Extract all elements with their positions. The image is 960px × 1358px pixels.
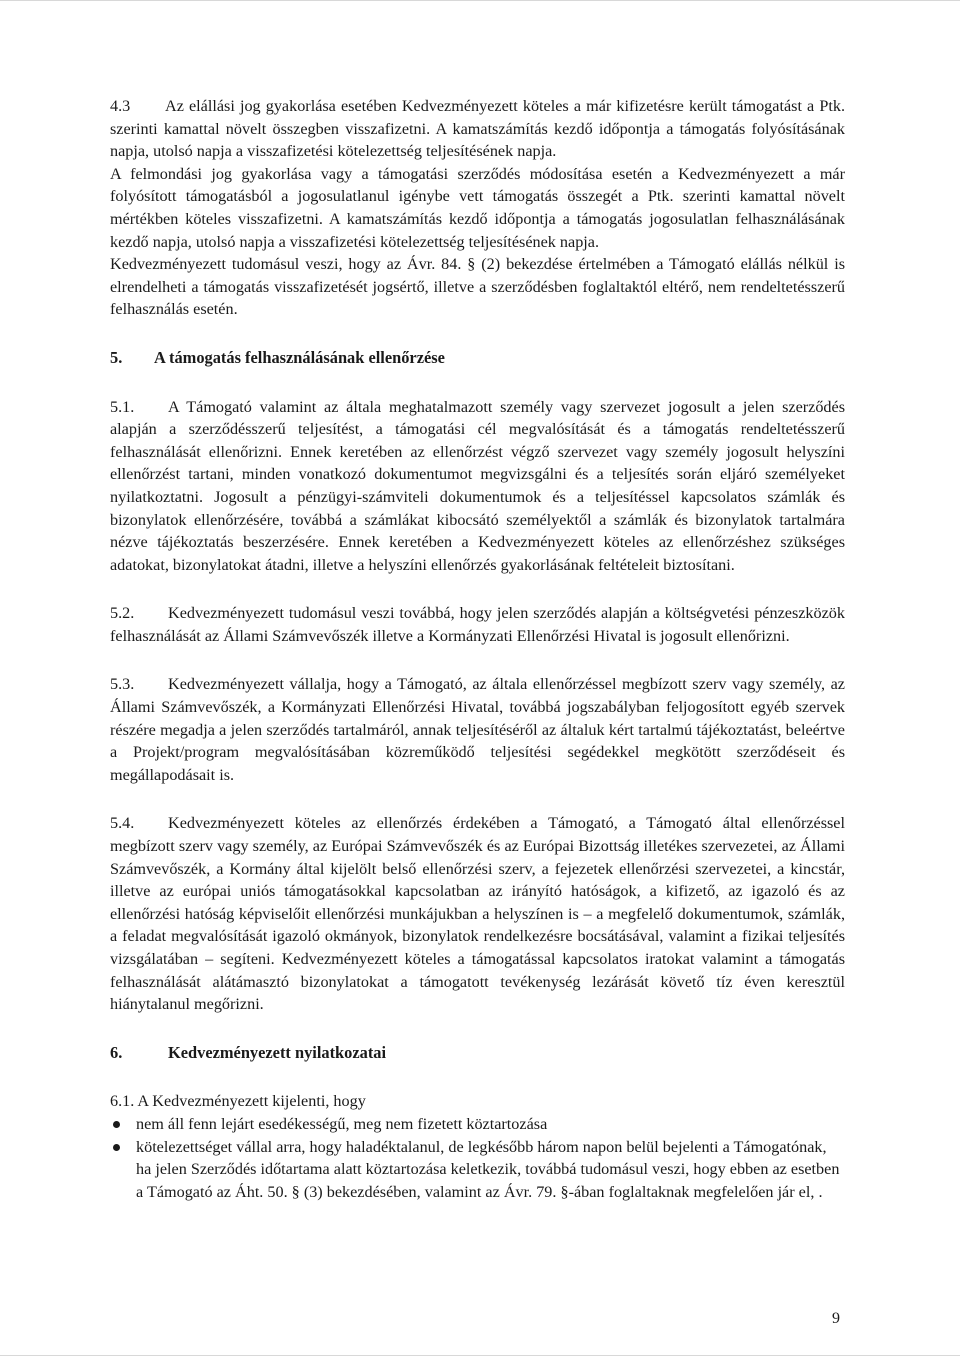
list-item	[110, 1113, 845, 1136]
spacer	[110, 1064, 845, 1090]
spacer	[110, 1016, 845, 1042]
scan-edge-bottom	[0, 1355, 960, 1356]
section-6-heading	[110, 1042, 845, 1065]
clause-number: 5.2.	[110, 604, 135, 623]
spacer	[110, 370, 845, 396]
scan-edge-top	[0, 0, 960, 1]
section-5-heading	[110, 347, 845, 370]
clause-text: A Támogató valamint az általa meghatalmazott személy vagy szervezet jogosult a jelen szerződés alapján a szerződésszerű teljesítést, a támogatási cél megvalósítását és a támogatás rendeltetésszerű felhasználását ellenőrizni. Ennek keretében az ellenőrzést végző szervezet vagy személy jogosult helyszíni ellenőrzést tartani, minden vonatkozó dokumentumot megvizsgálni és a teljesítés során eljáró személyeket nyilatkoztatni. Jogosult a pénzügyi-számviteli dokumentumok és a teljesítéssel kapcsolatos számlák és bizonylatok ellenőrzésére, továbbá a számlákat kibocsátó személyektől a számlák és bizonylatok tartalmára nézve tájékoztatás beszerzésére. Ennek keretében a Kedvezményezett köteles az ellenőrzéshez szükséges adatokat, bizonylatokat átadni, illetve a helyszíni ellenőrzés gyakorlásának feltételeit biztosítani.	[110, 397, 845, 574]
section-number: 4.3	[110, 97, 131, 115]
section-4-3-paragraph-2: A felmondási jog gyakorlása vagy a támogatási szerződés módosítása esetén a Kedvezményezett a már folyósított támogatásból a jogosulatlanul igénybe vett támogatás összegét a Ptk. szerinti kamattal növelt mértékben köteles visszafizetni. A kamatszámítás kezdő időpontja a támogatás jogosulatlan felhasználásának kezdő napja, utolsó napja a visszafizetési kötelezettség teljesítésének napja.	[110, 164, 845, 251]
clause-text: Kedvezményezett vállalja, hogy a Támogató, az általa ellenőrzéssel megbízott szerv vagy személy, az Állami Számvevőszék, a Kormányzati Ellenőrzési Hivatal, továbbá jogszabályban feljogosított egyéb szervek részére megadja a jelen szerződés tartalmáról, annak teljesítéséről az általuk kért tartalmú tájékoztatást, beleértve a Projekt/program megvalósításában közreműködő teljesítési segédekkel megkötött szerződéseit és megállapodásait is.	[110, 675, 845, 784]
clause-number: 5.4.	[110, 814, 135, 833]
clause-number: 5.3.	[110, 675, 135, 694]
clause-5-1	[110, 396, 845, 577]
clause-6-1-intro: 6.1. A Kedvezményezett kijelenti, hogy	[110, 1092, 366, 1111]
section-4-3-paragraph-1	[110, 95, 845, 163]
paragraph-text: Az elállási jog gyakorlása esetében Kedvezményezett köteles a már kifizetésre került támogatást a Ptk. szerinti kamattal növelt összegben visszafizetni. A kamatszámítás kezdő időpontja a támogatás folyósításának napja, utolsó napja a visszafizetési kötelezettség teljesítésének napja.	[110, 97, 845, 161]
section-title: A támogatás felhasználásának ellenőrzése	[154, 347, 445, 367]
spacer	[110, 576, 845, 602]
list-item-text: kötelezettséget vállal arra, hogy haladéktalanul, de legkésőbb három napon belül bejelenti a Támogatónak, ha jelen Szerződés időtartama alatt köztartozása keletkezik, továbbá tudomásul veszi, hogy ebben az esetben a Támogató az Áht. 50. § (3) bekezdésében, valamint az Ávr. 79. §-ában foglaltaknak megfelelően jár el, .	[136, 1137, 840, 1201]
clause-text: Kedvezményezett köteles az ellenőrzés érdekében a Támogató, a Támogató által ellenőrzéssel megbízott szerv vagy személy, az Európai Számvevőszék és az Európai Bizottság illetékes szervezetei, az Állami Számvevőszék, a Kormány által kijelölt belső ellenőrzési szerv, a fejezetek ellenőrzési szervezetei, a kincstár, illetve az európai uniós támogatásokkal kapcsolatban az irányító hatóságok, a kifizető, az igazoló és az ellenőrzési hatóság képviselőit ellenőrzési munkájukban a helyszínen is – a megfelelő dokumentumok, számlák, a feladat megvalósítását igazoló okmányok, bizonylatok rendelkezésre bocsátásával, valamint a fizikai teljesítés vizsgálatában – segíteni. Kedvezményezett köteles a támogatással kapcsolatos iratokat valamint a támogatás felhasználását alátámasztó bizonylatokat a támogatott tevékenység lezárását követő tíz éven keresztül hiánytalanul megőrizni.	[110, 814, 845, 1014]
list-item-text: nem áll fenn lejárt esedékességű, meg nem fizetett köztartozása	[136, 1114, 548, 1133]
clause-5-2	[110, 602, 845, 647]
page-content	[110, 95, 845, 1203]
page-number: 9	[832, 1310, 840, 1327]
bullet-icon	[113, 1144, 120, 1151]
bullet-icon	[113, 1121, 120, 1128]
section-title: Kedvezményezett nyilatkozatai	[168, 1042, 387, 1062]
clause-number: 5.1.	[110, 397, 135, 416]
spacer	[110, 321, 845, 347]
list-item	[110, 1136, 845, 1204]
section-number: 6.	[110, 1042, 123, 1062]
declaration-list	[110, 1113, 845, 1203]
section-4-3-paragraph-3: Kedvezményezett tudomásul veszi, hogy az Ávr. 84. § (2) bekezdése értelmében a Támogató elállás nélkül is elrendelheti a támogatás visszafizetését jogsértő, illetve a szerződésben foglaltaktól eltérő, nem rendeltetésszerű felhasználás esetén.	[110, 255, 845, 319]
spacer	[110, 647, 845, 673]
clause-5-4	[110, 812, 845, 1015]
clause-text: Kedvezményezett tudomásul veszi továbbá, hogy jelen szerződés alapján a költségvetési pénzeszközök felhasználását az Állami Számvevőszék illetve a Kormányzati Ellenőrzési Hivatal is jogosult ellenőrizni.	[110, 604, 845, 645]
clause-5-3	[110, 673, 845, 786]
spacer	[110, 786, 845, 812]
section-number: 5.	[110, 347, 123, 367]
